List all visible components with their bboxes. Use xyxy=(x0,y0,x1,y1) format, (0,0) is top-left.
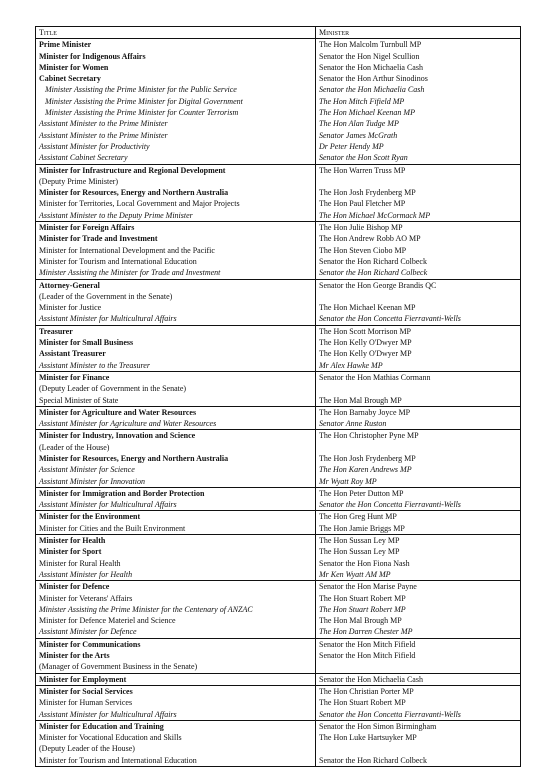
portfolio-title: Minister for Women xyxy=(36,62,316,73)
table-row xyxy=(36,430,521,442)
portfolio-title: Assistant Minister for Science xyxy=(36,464,316,475)
table-row xyxy=(36,73,521,84)
table-row xyxy=(36,569,521,581)
table-row xyxy=(36,476,521,488)
table-row xyxy=(36,187,521,198)
minister-name: Senator the Hon Concetta Fierravanti-Wells xyxy=(316,499,521,511)
minister-name: The Hon Andrew Robb AO MP xyxy=(316,233,521,244)
minister-name: The Hon Julie Bishop MP xyxy=(316,222,521,234)
table-row xyxy=(36,96,521,107)
portfolio-title: Assistant Minister to the Treasurer xyxy=(36,360,316,372)
portfolio-title: Assistant Minister for Innovation xyxy=(36,476,316,488)
table-row xyxy=(36,152,521,164)
table-row xyxy=(36,233,521,244)
portfolio-title: Minister for Tourism and International Education xyxy=(36,256,316,267)
portfolio-title: Minister for Defence xyxy=(36,581,316,593)
table-row xyxy=(36,464,521,475)
portfolio-title: Minister for the Environment xyxy=(36,511,316,523)
minister-name: The Hon Sussan Ley MP xyxy=(316,546,521,557)
minister-name: Senator the Hon Marise Payne xyxy=(316,581,521,593)
table-row xyxy=(36,313,521,325)
portfolio-title: Minister for Social Services xyxy=(36,685,316,697)
table-row xyxy=(36,593,521,604)
table-row xyxy=(36,39,521,51)
minister-name: The Hon Peter Dutton MP xyxy=(316,487,521,499)
portfolio-title: Minister for Agriculture and Water Resources xyxy=(36,406,316,418)
portfolio-title: Minister for the Arts xyxy=(36,650,316,661)
minister-name: Senator the Hon Nigel Scullion xyxy=(316,51,521,62)
minister-name: Senator the Hon Michaelia Cash xyxy=(316,673,521,685)
portfolio-title: (Deputy Prime Minister) xyxy=(36,176,316,187)
header-minister: Minister xyxy=(316,27,521,39)
portfolio-title: (Deputy Leader of Government in the Senate) xyxy=(36,383,316,394)
portfolio-title: Treasurer xyxy=(36,325,316,337)
minister-name: The Hon Steven Ciobo MP xyxy=(316,245,521,256)
table-row xyxy=(36,279,521,291)
table-row xyxy=(36,626,521,638)
table-row xyxy=(36,164,521,176)
portfolio-title: Minister for Communications xyxy=(36,638,316,650)
portfolio-title: Minister for Human Services xyxy=(36,697,316,708)
portfolio-title: Minister for Territories, Local Government and Major Projects xyxy=(36,198,316,209)
portfolio-title: Minister for Health xyxy=(36,535,316,547)
table-row xyxy=(36,383,521,394)
minister-name: Senator the Hon Michaelia Cash xyxy=(316,84,521,95)
table-row xyxy=(36,371,521,383)
table-row xyxy=(36,176,521,187)
portfolio-title: (Leader of the Government in the Senate) xyxy=(36,291,316,302)
table-row xyxy=(36,267,521,279)
portfolio-title: Minister for Employment xyxy=(36,673,316,685)
table-row xyxy=(36,84,521,95)
portfolio-title: Assistant Cabinet Secretary xyxy=(36,152,316,164)
portfolio-title: Assistant Minister for Productivity xyxy=(36,141,316,152)
table-row xyxy=(36,337,521,348)
portfolio-title: Attorney-General xyxy=(36,279,316,291)
table-row xyxy=(36,650,521,661)
table-row xyxy=(36,406,521,418)
minister-name: Senator the Hon Mitch Fifield xyxy=(316,638,521,650)
portfolio-title: Prime Minister xyxy=(36,39,316,51)
minister-name: The Hon Scott Morrison MP xyxy=(316,325,521,337)
minister-name: The Hon Josh Frydenberg MP xyxy=(316,187,521,198)
minister-name: Senator the Hon Mathias Cormann xyxy=(316,371,521,383)
minister-name: The Hon Mitch Fifield MP xyxy=(316,96,521,107)
minister-name: The Hon Michael Keenan MP xyxy=(316,107,521,118)
table-row xyxy=(36,256,521,267)
minister-name: Senator the Hon Fiona Nash xyxy=(316,558,521,569)
minister-name: Senator the Hon Mitch Fifield xyxy=(316,650,521,661)
table-row xyxy=(36,395,521,407)
minister-name xyxy=(316,176,521,187)
portfolio-title: Minister for Immigration and Border Protection xyxy=(36,487,316,499)
table-row xyxy=(36,245,521,256)
table-row xyxy=(36,546,521,557)
portfolio-title: Minister for Defence Materiel and Science xyxy=(36,615,316,626)
minister-name: The Hon Paul Fletcher MP xyxy=(316,198,521,209)
portfolio-title: (Leader of the House) xyxy=(36,442,316,453)
portfolio-title: Cabinet Secretary xyxy=(36,73,316,84)
table-row xyxy=(36,732,521,743)
table-row xyxy=(36,418,521,430)
minister-name: The Hon Sussan Ley MP xyxy=(316,535,521,547)
table-row xyxy=(36,743,521,754)
minister-name: Dr Peter Hendy MP xyxy=(316,141,521,152)
minister-name: The Hon Karen Andrews MP xyxy=(316,464,521,475)
portfolio-title: Minister for Tourism and International Education xyxy=(36,755,316,767)
portfolio-title: Minister for Industry, Innovation and Science xyxy=(36,430,316,442)
portfolio-title: Assistant Minister for Multicultural Affairs xyxy=(36,499,316,511)
portfolio-title: Minister for Trade and Investment xyxy=(36,233,316,244)
minister-name: The Hon Mal Brough MP xyxy=(316,615,521,626)
minister-name: Mr Alex Hawke MP xyxy=(316,360,521,372)
table-header-row xyxy=(36,27,521,39)
table-row xyxy=(36,348,521,359)
minister-name: Senator the Hon Concetta Fierravanti-Wells xyxy=(316,313,521,325)
minister-name: The Hon Greg Hunt MP xyxy=(316,511,521,523)
minister-name: Mr Ken Wyatt AM MP xyxy=(316,569,521,581)
minister-name: The Hon Michael McCormack MP xyxy=(316,210,521,222)
portfolio-title: Minister for Cities and the Built Environment xyxy=(36,523,316,535)
portfolio-title: Assistant Minister to the Prime Minister xyxy=(36,130,316,141)
table-row xyxy=(36,107,521,118)
table-row xyxy=(36,62,521,73)
minister-name: Senator the Hon Simon Birmingham xyxy=(316,720,521,732)
minister-name: The Hon Michael Keenan MP xyxy=(316,302,521,313)
portfolio-title: Minister Assisting the Prime Minister for Counter Terrorism xyxy=(36,107,316,118)
portfolio-title: (Deputy Leader of the House) xyxy=(36,743,316,754)
minister-name: The Hon Alan Tudge MP xyxy=(316,118,521,129)
portfolio-title: Minister for Indigenous Affairs xyxy=(36,51,316,62)
minister-name: The Hon Kelly O'Dwyer MP xyxy=(316,337,521,348)
minister-name xyxy=(316,661,521,673)
portfolio-title: Special Minister of State xyxy=(36,395,316,407)
portfolio-title: Minister for Justice xyxy=(36,302,316,313)
minister-name xyxy=(316,291,521,302)
portfolio-title: Minister for Veterans' Affairs xyxy=(36,593,316,604)
table-row xyxy=(36,709,521,721)
table-row xyxy=(36,638,521,650)
ministry-list-page xyxy=(35,26,520,767)
table-row xyxy=(36,523,521,535)
minister-name: The Hon Luke Hartsuyker MP xyxy=(316,732,521,743)
portfolio-title: Minister for Vocational Education and Skills xyxy=(36,732,316,743)
portfolio-title: Assistant Minister for Agriculture and Water Resources xyxy=(36,418,316,430)
minister-name: Senator the Hon Richard Colbeck xyxy=(316,256,521,267)
portfolio-title: Minister Assisting the Minister for Trade and Investment xyxy=(36,267,316,279)
portfolio-title: Minister for Finance xyxy=(36,371,316,383)
minister-name: The Hon Mal Brough MP xyxy=(316,395,521,407)
minister-name: Senator James McGrath xyxy=(316,130,521,141)
table-row xyxy=(36,661,521,673)
minister-name: The Hon Barnaby Joyce MP xyxy=(316,406,521,418)
portfolio-title: Minister for Sport xyxy=(36,546,316,557)
minister-name: The Hon Warren Truss MP xyxy=(316,164,521,176)
portfolio-title: Minister for Resources, Energy and Northern Australia xyxy=(36,453,316,464)
table-row xyxy=(36,222,521,234)
minister-name: Senator the Hon George Brandis QC xyxy=(316,279,521,291)
ministry-table-body xyxy=(36,27,521,767)
minister-name: The Hon Malcolm Turnbull MP xyxy=(316,39,521,51)
table-row xyxy=(36,604,521,615)
minister-name: Senator the Hon Arthur Sinodinos xyxy=(316,73,521,84)
portfolio-title: Assistant Minister for Multicultural Affairs xyxy=(36,313,316,325)
minister-name xyxy=(316,383,521,394)
minister-name: The Hon Josh Frydenberg MP xyxy=(316,453,521,464)
table-row xyxy=(36,442,521,453)
portfolio-title: Minister for Foreign Affairs xyxy=(36,222,316,234)
header-title: Title xyxy=(36,27,316,39)
table-row xyxy=(36,141,521,152)
portfolio-title: Assistant Minister for Health xyxy=(36,569,316,581)
portfolio-title: Minister Assisting the Prime Minister for Digital Government xyxy=(36,96,316,107)
portfolio-title: Assistant Treasurer xyxy=(36,348,316,359)
portfolio-title: Assistant Minister for Multicultural Affairs xyxy=(36,709,316,721)
portfolio-title: Minister for Education and Training xyxy=(36,720,316,732)
minister-name xyxy=(316,442,521,453)
minister-name: The Hon Kelly O'Dwyer MP xyxy=(316,348,521,359)
table-row xyxy=(36,130,521,141)
portfolio-title: Assistant Minister to the Prime Minister xyxy=(36,118,316,129)
minister-name: The Hon Jamie Briggs MP xyxy=(316,523,521,535)
portfolio-title: Minister Assisting the Prime Minister for the Centenary of ANZAC xyxy=(36,604,316,615)
table-row xyxy=(36,325,521,337)
minister-name: Senator Anne Ruston xyxy=(316,418,521,430)
minister-name: The Hon Darren Chester MP xyxy=(316,626,521,638)
table-row xyxy=(36,511,521,523)
minister-name: Senator the Hon Richard Colbeck xyxy=(316,267,521,279)
minister-name: Senator the Hon Richard Colbeck xyxy=(316,755,521,767)
ministry-table xyxy=(35,26,521,767)
table-row xyxy=(36,755,521,767)
minister-name: Mr Wyatt Roy MP xyxy=(316,476,521,488)
table-row xyxy=(36,697,521,708)
minister-name: The Hon Stuart Robert MP xyxy=(316,604,521,615)
table-row xyxy=(36,581,521,593)
table-row xyxy=(36,51,521,62)
table-row xyxy=(36,720,521,732)
table-row xyxy=(36,198,521,209)
table-row xyxy=(36,558,521,569)
table-row xyxy=(36,302,521,313)
minister-name: The Hon Stuart Robert MP xyxy=(316,697,521,708)
minister-name: The Hon Christian Porter MP xyxy=(316,685,521,697)
portfolio-title: Assistant Minister to the Deputy Prime Minister xyxy=(36,210,316,222)
portfolio-title: Minister for Infrastructure and Regional Development xyxy=(36,164,316,176)
portfolio-title: (Manager of Government Business in the Senate) xyxy=(36,661,316,673)
table-row xyxy=(36,118,521,129)
table-row xyxy=(36,615,521,626)
minister-name: The Hon Stuart Robert MP xyxy=(316,593,521,604)
portfolio-title: Minister for Rural Health xyxy=(36,558,316,569)
portfolio-title: Minister Assisting the Prime Minister for the Public Service xyxy=(36,84,316,95)
table-row xyxy=(36,535,521,547)
portfolio-title: Assistant Minister for Defence xyxy=(36,626,316,638)
table-row xyxy=(36,291,521,302)
table-row xyxy=(36,499,521,511)
minister-name: Senator the Hon Michaelia Cash xyxy=(316,62,521,73)
table-row xyxy=(36,685,521,697)
table-row xyxy=(36,487,521,499)
minister-name: Senator the Hon Scott Ryan xyxy=(316,152,521,164)
portfolio-title: Minister for Small Business xyxy=(36,337,316,348)
minister-name: Senator the Hon Concetta Fierravanti-Wells xyxy=(316,709,521,721)
portfolio-title: Minister for Resources, Energy and Northern Australia xyxy=(36,187,316,198)
portfolio-title: Minister for International Development and the Pacific xyxy=(36,245,316,256)
table-row xyxy=(36,210,521,222)
table-row xyxy=(36,673,521,685)
minister-name xyxy=(316,743,521,754)
minister-name: The Hon Christopher Pyne MP xyxy=(316,430,521,442)
table-row xyxy=(36,360,521,372)
table-row xyxy=(36,453,521,464)
